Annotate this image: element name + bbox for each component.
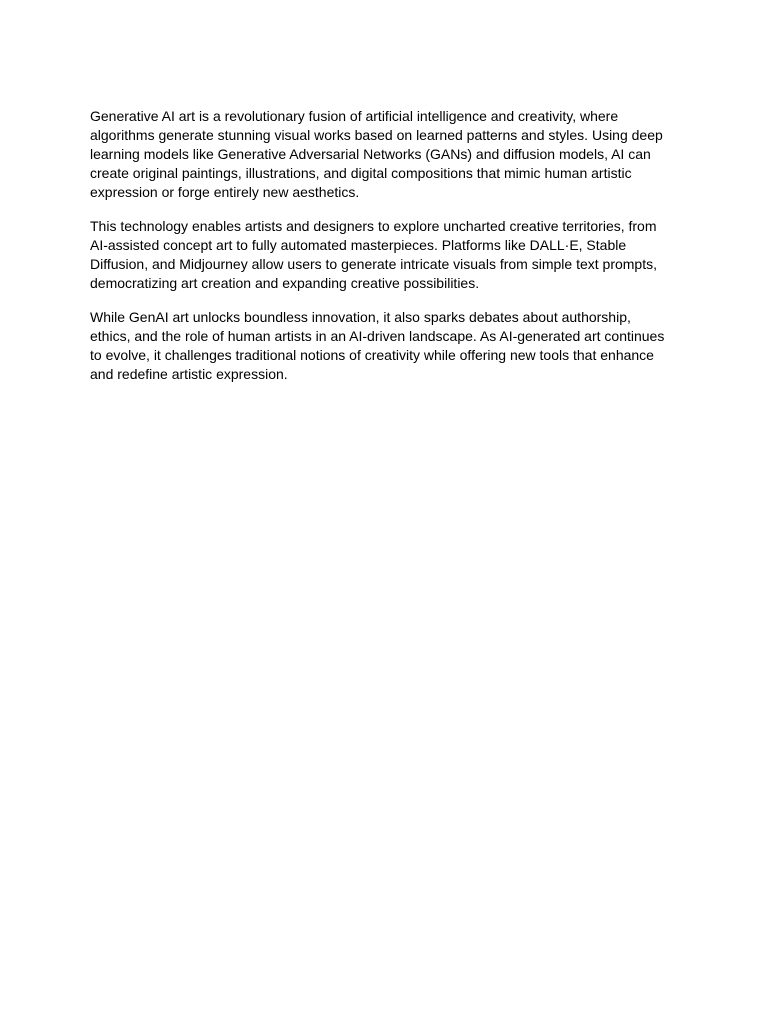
paragraph-3: While GenAI art unlocks boundless innovation, it also sparks debates about authorship, ethics, and the role of human artists in an AI-driven landscape. As AI-generated art continues to evolve, it challenges traditional notions of creativity while offering new tools that enhance and redefine artistic expression. bbox=[90, 309, 665, 382]
paragraph-1: Generative AI art is a revolutionary fusion of artificial intelligence and creativity, where algorithms generate stunning visual works based on learned patterns and styles. Using deep learning models like Generative Adversarial Networks (GANs) and diffusion models, AI can create original paintings, illustrations, and digital compositions that mimic human artistic expression or forge entirely new aesthetics. bbox=[90, 108, 663, 200]
document-body bbox=[90, 107, 670, 399]
paragraph-2: This technology enables artists and designers to explore uncharted creative territories, from AI-assisted concept art to fully automated masterpieces. Platforms like DALL·E, Stable Diffusion, and Midjourney allow users to generate intricate visuals from simple text prompts, democratizing art creation and expanding creative possibilities. bbox=[90, 218, 657, 291]
